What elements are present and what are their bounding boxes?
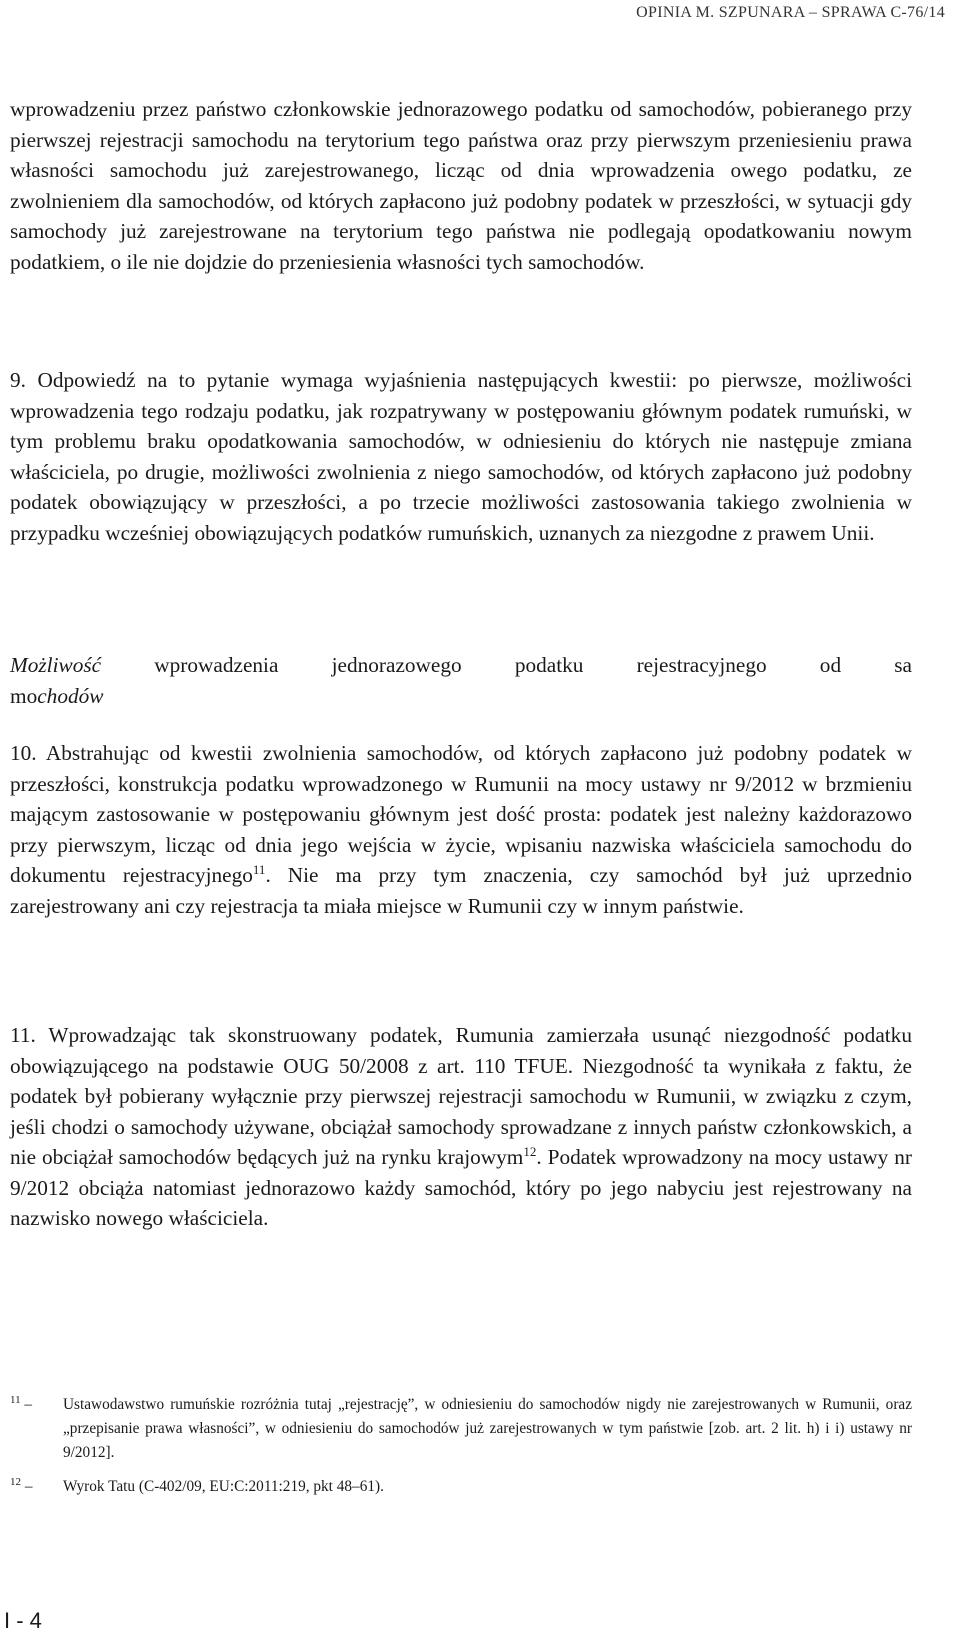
footnote-number: 12 [10, 1475, 21, 1488]
paragraph-number: 11. [10, 1023, 36, 1047]
subheading-italic-part: Możliwość [10, 653, 102, 677]
paragraph-text: Odpowiedź na to pytanie wymaga wyjaśnienia następujących kwestii: po pierwsze, możliwości wprowadzenia tego rodzaju podatku, jak rozpatrywany w postępowaniu głównym podatek rumuński, w tym problemu braku opodatkowania samochodów, w odniesieniu do których nie następuje zmiana właściciela, po drugie, możliwości zwolnienia z niego samochodów, od których zapłacono już podobny podatek obowiązujący w przeszłości, a po trzecie możliwości zastosowania takiego zwolnienia w przypadku wcześniej obowiązujących podatków rumuńskich, uznanych za niezgodne z prawem Unii. [10, 368, 912, 545]
footnote-text: Ustawodawstwo rumuńskie rozróżnia tutaj „rejestrację”, w odniesieniu do samochodów nigdy nie zarejestrowanych w Rumunii, oraz „przepisanie prawa własności”, w odniesieniu do samochodów już zarejestrowanych w tym państwie [zob. art. 2 lit. h) i i) ustawy nr 9/2012]. [63, 1396, 912, 1461]
footnote-ref[interactable]: 11 [252, 861, 266, 877]
subheading-italic-part-2: chodów [37, 683, 104, 708]
footnote-marker [10, 1475, 32, 1499]
footnote-12 [10, 1475, 912, 1499]
footnote-marker [10, 1393, 32, 1417]
paragraph-11 [10, 1020, 912, 1234]
footnote-ref[interactable]: 12 [523, 1143, 537, 1159]
subheading-text: wprowadzenia jednorazowego podatku rejestracyjnego od sa [101, 653, 912, 677]
page-number: I - 4 [4, 1608, 42, 1633]
paragraph-text-cont: . Podatek wprowadzony na mocy ustawy nr 9/2012 obciąża natomiast jednorazowo każdy samochód, który po jego nabyciu jest rejestrowany na nazwisko nowego właściciela. [10, 1145, 912, 1230]
footnote-11 [10, 1393, 912, 1465]
footnote-number: 11 [10, 1393, 21, 1406]
running-header: OPINIA M. SZPUNARA – SPRAWA C-76/14 [636, 4, 945, 21]
paragraph-text-cont: . Nie ma przy tym znaczenia, czy samochód był już uprzednio zarejestrowany ani czy rejestracja ta miała miejsce w Rumunii czy w innym państwie. [10, 863, 912, 918]
paragraph-text: Abstrahując od kwestii zwolnienia samochodów, od których zapłacono już podobny podatek w przeszłości, konstrukcja podatku wprowadzonego w Rumunii na mocy ustawy nr 9/2012 w brzmieniu mającym zastosowanie w postępowaniu głównym jest dość prosta: podatek jest należny każdorazowo przy pierwszym, licząc od dnia jego wejścia w życie, wpisaniu nazwiska właściciela samochodu do dokumentu rejestracyjnego [10, 741, 912, 887]
paragraph-number: 10. [10, 741, 37, 765]
section-subheading [10, 650, 912, 711]
paragraph-10 [10, 738, 912, 921]
paragraph-text: Wprowadzając tak skonstruowany podatek, Rumunia zamierzała usunąć niezgodność podatku obowiązującego na podstawie OUG 50/2008 z art. 110 TFUE. Niezgodność ta wynikała z faktu, że podatek był pobierany wyłącznie przy pierwszej rejestracji samochodu w Rumunii, w związku z czym, jeśli chodzi o samochody używane, obciążał samochody sprowadzane z innych państw członkowskich, a nie obciążał samochodów będących już na rynku krajowym [10, 1023, 912, 1169]
paragraph-text: wprowadzeniu przez państwo członkowskie jednorazowego podatku od samochodów, pobieranego przy pierwszej rejestracji samochodu na terytorium tego państwa oraz przy pierwszym przeniesieniu prawa własności samochodu już zarejestrowanego, licząc od dnia wprowadzenia owego podatku, ze zwolnieniem dla samochodów, od których zapłacono już podobny podatek w przeszłości, w sytuacji gdy samochody już zarejestrowane na terytorium tego państwa nie podlegają opodatkowaniu nowym podatkiem, o ile nie dojdzie do przeniesienia własności tych samochodów. [10, 97, 912, 274]
paragraph-number: 9. [10, 368, 26, 392]
footnote-dash: – [21, 1478, 33, 1495]
footnotes [10, 1393, 912, 1509]
footnote-text: Wyrok Tatu (C-402/09, EU:C:2011:219, pkt 48–61). [63, 1478, 384, 1495]
paragraph-continuation [10, 94, 912, 277]
paragraph-9 [10, 365, 912, 548]
footnote-dash: – [20, 1396, 33, 1413]
subheading-text-2: mo [10, 683, 38, 708]
